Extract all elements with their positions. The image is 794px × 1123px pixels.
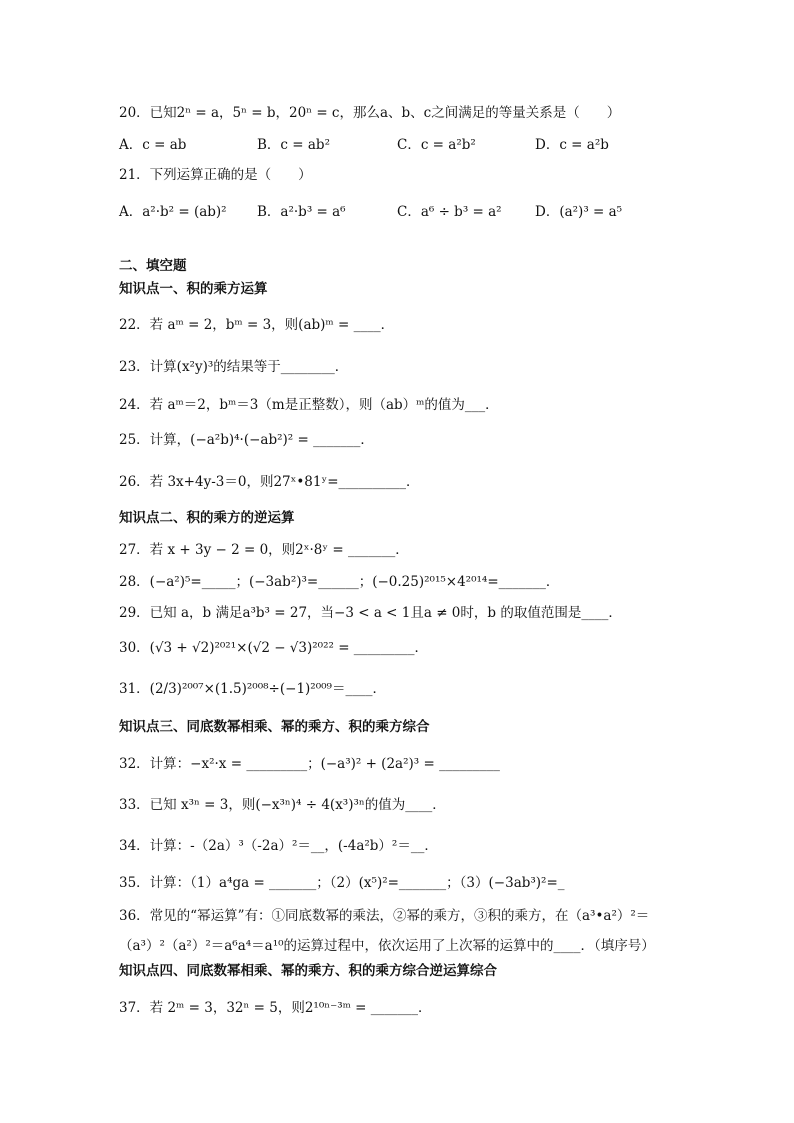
question-25: 25．计算，(−a²b)⁴·(−ab²)² = _______．	[119, 432, 374, 448]
question-36-line-1: 36．常见的“幂运算”有：①同底数幂的乘法，②幂的乘方，③积的乘方，在（a³•a²）²＝	[119, 908, 650, 924]
q20-option-b[interactable]: B．c = ab²	[257, 137, 330, 153]
question-31: 31．(2/3)²⁰⁰⁷×(1.5)²⁰⁰⁸÷(−1)²⁰⁰⁹＝____．	[119, 681, 386, 697]
question-24: 24．若 aᵐ＝2，bᵐ＝3（m是正整数），则（ab）ᵐ的值为___．	[119, 397, 499, 413]
question-34: 34．计算：-（2a）³（-2a）²＝__，(-4a²b）²＝__．	[119, 838, 438, 854]
question-20: 20．已知2ⁿ = a，5ⁿ = b，20ⁿ = c，那么a、b、c之间满足的等量关系是（ ）	[119, 105, 621, 121]
question-30: 30．(√3 + √2)²⁰²¹×(√2 − √3)²⁰²² = _________．	[119, 640, 429, 656]
q21-option-c[interactable]: C．a⁶ ÷ b³ = a²	[397, 204, 502, 220]
question-37: 37．若 2ᵐ = 3，32ⁿ = 5，则2¹⁰ⁿ⁻³ᵐ = _______．	[119, 1000, 432, 1016]
q21-option-d[interactable]: D．(a²)³ = a⁵	[535, 204, 623, 220]
question-27: 27．若 x + 3y − 2 = 0，则2ˣ·8ʸ = _______．	[119, 542, 409, 558]
q21-option-a[interactable]: A．a²·b² = (ab)²	[119, 204, 227, 220]
question-23: 23．计算(x²y)³的结果等于________．	[119, 359, 349, 375]
q20-option-d[interactable]: D．c = a²b	[535, 137, 609, 153]
question-35: 35．计算：（1）a⁴ga = _______；（2）(x⁵)²=_______；（3）(−3ab³)²=_	[119, 875, 565, 891]
question-28: 28．(−a²)⁵=_____；(−3ab²)³=______；(−0.25)²⁰¹⁵×4²⁰¹⁴=_______．	[119, 574, 560, 590]
knowledge-point-1: 知识点一、积的乘方运算	[119, 281, 268, 297]
section-title: 二、填空题	[119, 258, 187, 274]
q20-option-c[interactable]: C．c = a²b²	[397, 137, 476, 153]
q21-option-b[interactable]: B．a²·b³ = a⁶	[257, 204, 346, 220]
question-21: 21．下列运算正确的是（ ）	[119, 167, 312, 183]
question-33: 33．已知 x³ⁿ = 3，则(−x³ⁿ)⁴ ÷ 4(x³)³ⁿ的值为____．	[119, 797, 446, 813]
knowledge-point-3: 知识点三、同底数幂相乘、幂的乘方、积的乘方综合	[119, 719, 430, 735]
question-36-line-2: （a³）²（a²）²＝a⁶a⁴＝a¹⁰的运算过程中，依次运用了上次幂的运算中的____．（填序号）	[119, 938, 655, 954]
question-32: 32．计算：−x²·x = _________；(−a³)² + (2a²)³ = _________	[119, 756, 500, 772]
question-26: 26．若 3x+4y-3＝0，则27ˣ•81ʸ=__________．	[119, 474, 420, 490]
q20-option-a[interactable]: A．c = ab	[119, 137, 187, 153]
question-22: 22．若 aᵐ = 2，bᵐ = 3，则(ab)ᵐ = ____．	[119, 317, 395, 333]
knowledge-point-4: 知识点四、同底数幂相乘、幂的乘方、积的乘方综合逆运算综合	[119, 963, 497, 979]
question-29: 29．已知 a，b 满足a³b³ = 27，当−3 < a < 1且a ≠ 0时，b 的取值范围是____．	[119, 605, 622, 621]
knowledge-point-2: 知识点二、积的乘方的逆运算	[119, 510, 295, 526]
